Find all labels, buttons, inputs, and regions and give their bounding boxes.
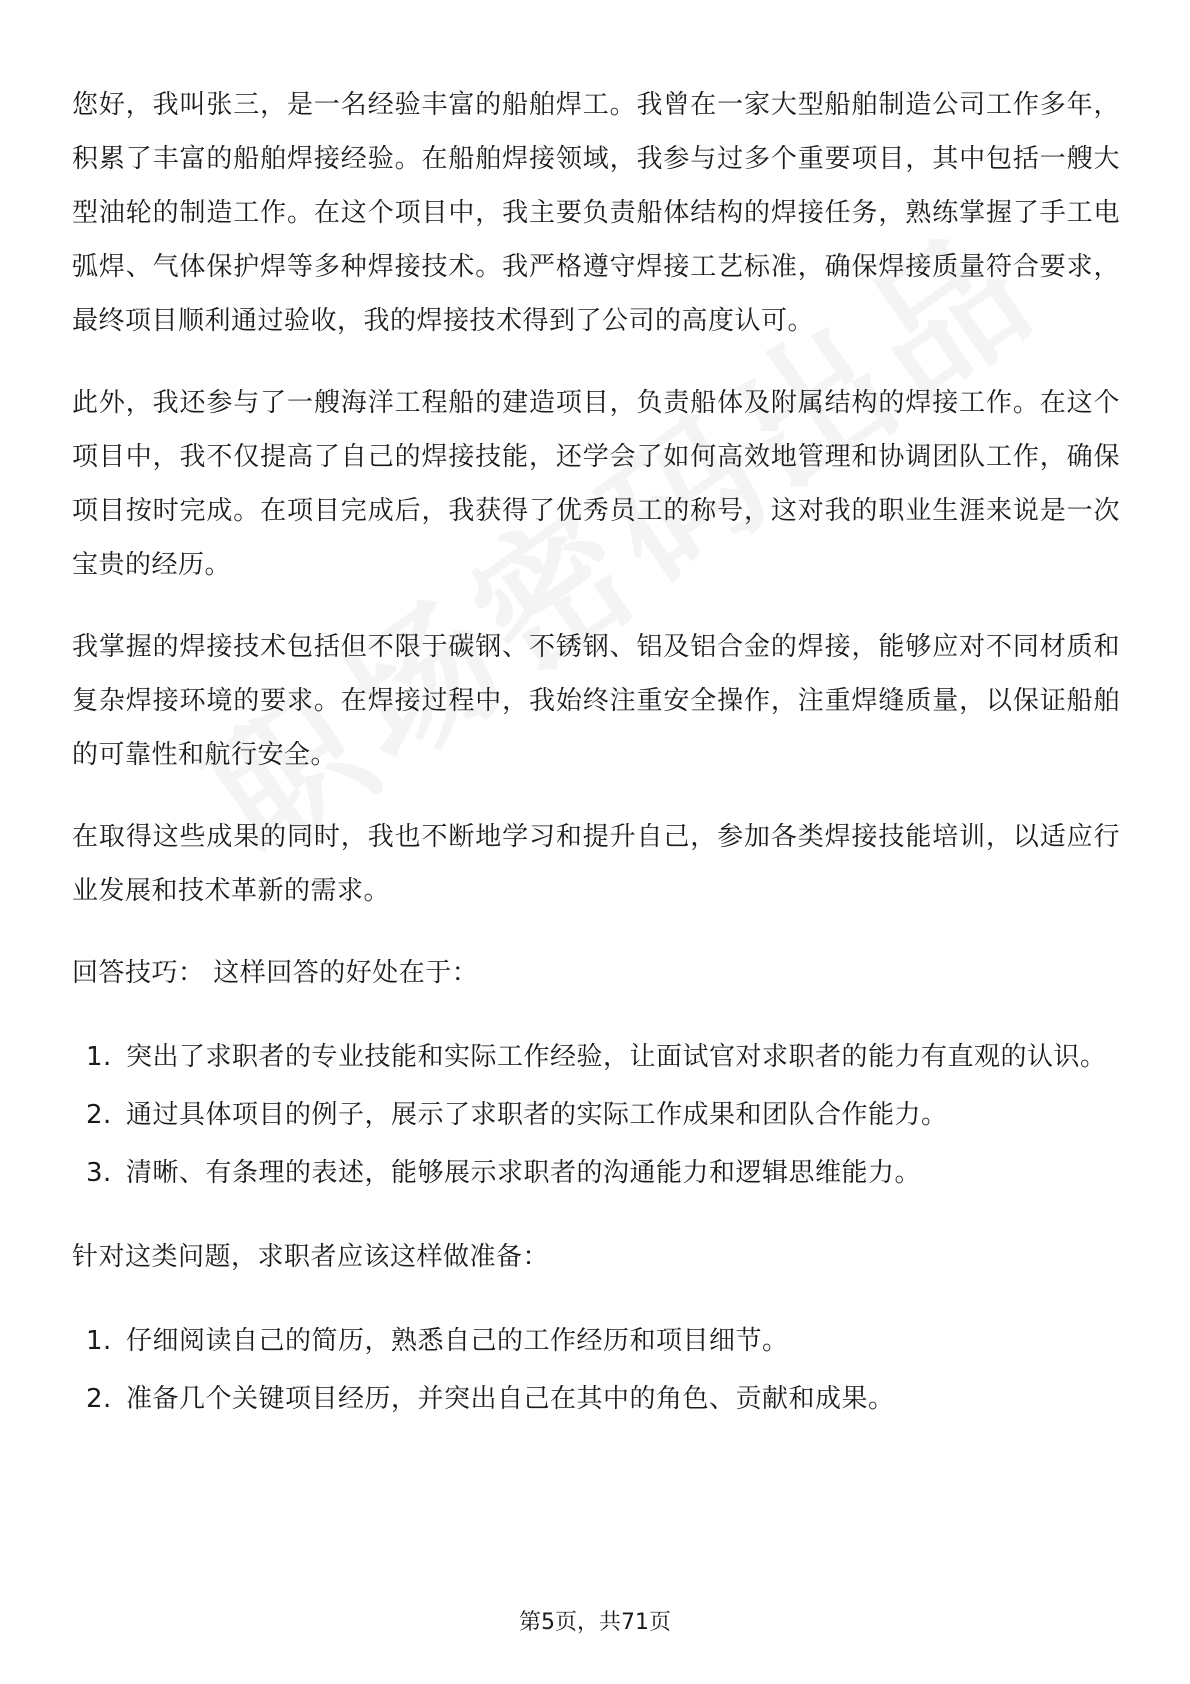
list-item (72, 1028, 1120, 1086)
paragraph-learning: 在取得这些成果的同时，我也不断地学习和提升自己，参加各类焊接技能培训，以适应行业发展和技术革新的需求。 (72, 822, 1120, 906)
tips-heading: 回答技巧： 这样回答的好处在于： (72, 958, 479, 988)
list-text: 准备几个关键项目经历，并突出自己在其中的角色、贡献和成果。 (126, 1384, 895, 1414)
list-item (72, 1312, 1120, 1370)
list-text: 仔细阅读自己的简历，熟悉自己的工作经历和项目细节。 (126, 1326, 789, 1356)
prep-list (72, 1312, 1120, 1428)
list-text: 通过具体项目的例子，展示了求职者的实际工作成果和团队合作能力。 (126, 1100, 948, 1130)
paragraph-welding-skills: 我掌握的焊接技术包括但不限于碳钢、不锈钢、铝及铝合金的焊接，能够应对不同材质和复杂焊接环境的要求。在焊接过程中，我始终注重安全操作，注重焊缝质量，以保证船舶的可靠性和航行安全。 (72, 632, 1120, 770)
list-number: 3. (86, 1158, 112, 1188)
tips-list (72, 1028, 1120, 1202)
page-footer: 第5页，共71页 (519, 1610, 671, 1635)
paragraph-intro: 您好，我叫张三，是一名经验丰富的船舶焊工。我曾在一家大型船舶制造公司工作多年，积累了丰富的船舶焊接经验。在船舶焊接领域，我参与过多个重要项目，其中包括一艘大型油轮的制造工作。在这个项目中，我主要负责船体结构的焊接任务，熟练掌握了手工电弧焊、气体保护焊等多种焊接技术。我严格遵守焊接工艺标准，确保焊接质量符合要求，最终项目顺利通过验收，我的焊接技术得到了公司的高度认可。 (72, 90, 1120, 336)
paragraph-offshore-project: 此外，我还参与了一艘海洋工程船的建造项目，负责船体及附属结构的焊接工作。在这个项目中，我不仅提高了自己的焊接技能，还学会了如何高效地管理和协调团队工作，确保项目按时完成。在项目完成后，我获得了优秀员工的称号，这对我的职业生涯来说是一次宝贵的经历。 (72, 388, 1120, 580)
list-item (72, 1370, 1120, 1428)
list-text: 清晰、有条理的表述，能够展示求职者的沟通能力和逻辑思维能力。 (126, 1158, 922, 1188)
page-content (72, 78, 1120, 1456)
list-number: 1. (86, 1042, 112, 1072)
prep-heading: 针对这类问题，求职者应该这样做准备： (72, 1242, 550, 1272)
list-item (72, 1086, 1120, 1144)
list-text: 突出了求职者的专业技能和实际工作经验，让面试官对求职者的能力有直观的认识。 (126, 1042, 1107, 1072)
list-number: 1. (86, 1326, 112, 1356)
list-number: 2. (86, 1100, 112, 1130)
list-number: 2. (86, 1384, 112, 1414)
list-item (72, 1144, 1120, 1202)
